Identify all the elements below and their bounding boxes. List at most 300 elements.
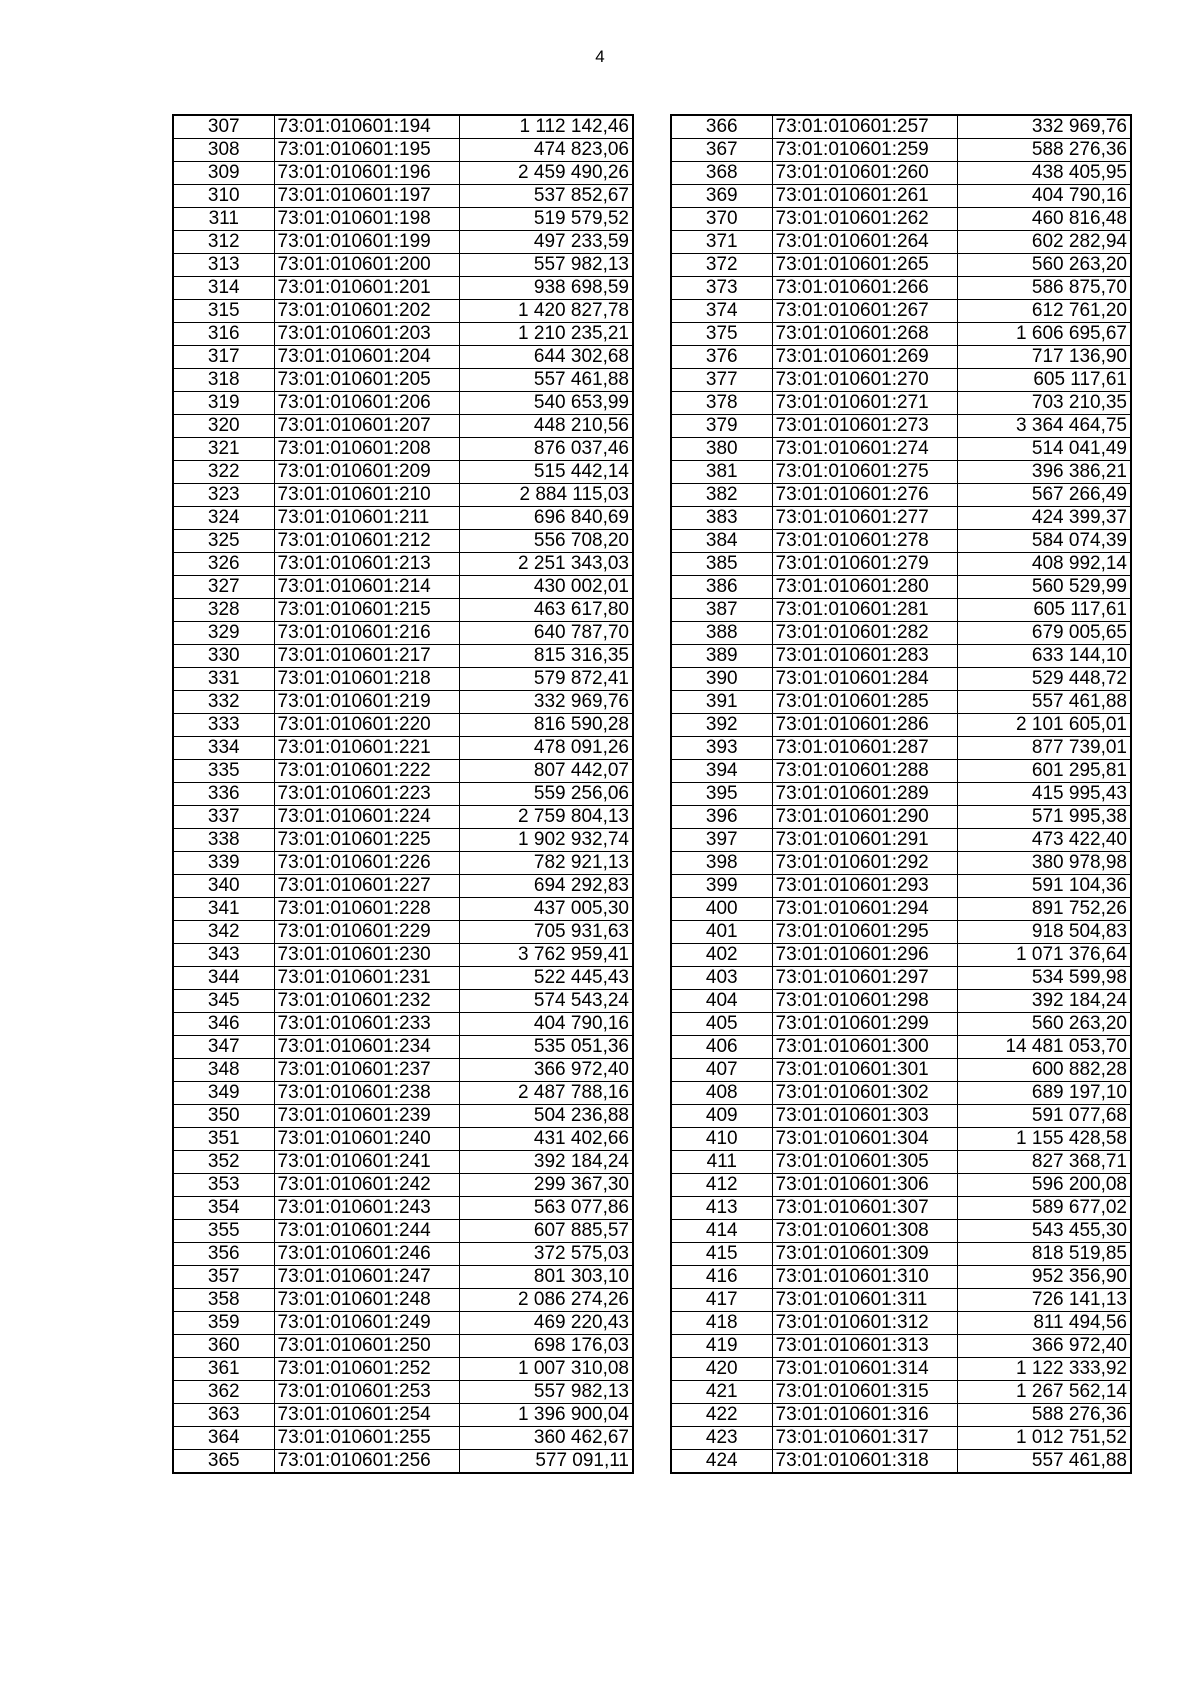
cadastral-value: 2 101 605,01 — [957, 714, 1131, 737]
cadastral-value: 705 931,63 — [459, 921, 633, 944]
cadastral-number: 73:01:010601:244 — [274, 1220, 459, 1243]
table-row — [671, 1266, 1131, 1289]
table-row — [173, 1013, 633, 1036]
table-row — [173, 944, 633, 967]
row-number: 405 — [671, 1013, 772, 1036]
row-number: 394 — [671, 760, 772, 783]
cadastral-value: 1 210 235,21 — [459, 323, 633, 346]
cadastral-value: 366 972,40 — [957, 1335, 1131, 1358]
row-number: 403 — [671, 967, 772, 990]
table-row — [671, 1358, 1131, 1381]
cadastral-number: 73:01:010601:270 — [772, 369, 957, 392]
cadastral-value: 1 155 428,58 — [957, 1128, 1131, 1151]
cadastral-value: 801 303,10 — [459, 1266, 633, 1289]
cadastral-number: 73:01:010601:279 — [772, 553, 957, 576]
cadastral-value: 557 461,88 — [957, 691, 1131, 714]
row-number: 400 — [671, 898, 772, 921]
row-number: 329 — [173, 622, 274, 645]
row-number: 349 — [173, 1082, 274, 1105]
cadastral-value: 460 816,48 — [957, 208, 1131, 231]
cadastral-number: 73:01:010601:222 — [274, 760, 459, 783]
row-number: 357 — [173, 1266, 274, 1289]
row-number: 353 — [173, 1174, 274, 1197]
row-number: 362 — [173, 1381, 274, 1404]
cadastral-value: 816 590,28 — [459, 714, 633, 737]
row-number: 396 — [671, 806, 772, 829]
table-row — [671, 369, 1131, 392]
cadastral-value: 588 276,36 — [957, 1404, 1131, 1427]
table-row — [671, 231, 1131, 254]
cadastral-number: 73:01:010601:266 — [772, 277, 957, 300]
row-number: 358 — [173, 1289, 274, 1312]
cadastral-value: 557 461,88 — [957, 1450, 1131, 1474]
row-number: 347 — [173, 1036, 274, 1059]
cadastral-value: 560 263,20 — [957, 254, 1131, 277]
cadastral-value: 463 617,80 — [459, 599, 633, 622]
cadastral-number: 73:01:010601:295 — [772, 921, 957, 944]
row-number: 314 — [173, 277, 274, 300]
row-number: 401 — [671, 921, 772, 944]
cadastral-value: 1 606 695,67 — [957, 323, 1131, 346]
cadastral-number: 73:01:010601:201 — [274, 277, 459, 300]
table-row — [173, 1312, 633, 1335]
cadastral-value: 577 091,11 — [459, 1450, 633, 1474]
table-row — [173, 1289, 633, 1312]
cadastral-number: 73:01:010601:254 — [274, 1404, 459, 1427]
cadastral-value: 1 902 932,74 — [459, 829, 633, 852]
row-number: 395 — [671, 783, 772, 806]
cadastral-value: 404 790,16 — [957, 185, 1131, 208]
cadastral-number: 73:01:010601:199 — [274, 231, 459, 254]
cadastral-value: 694 292,83 — [459, 875, 633, 898]
cadastral-number: 73:01:010601:283 — [772, 645, 957, 668]
cadastral-number: 73:01:010601:223 — [274, 783, 459, 806]
table-row — [173, 1243, 633, 1266]
row-number: 337 — [173, 806, 274, 829]
row-number: 399 — [671, 875, 772, 898]
cadastral-number: 73:01:010601:306 — [772, 1174, 957, 1197]
cadastral-value: 543 455,30 — [957, 1220, 1131, 1243]
row-number: 345 — [173, 990, 274, 1013]
cadastral-number: 73:01:010601:257 — [772, 115, 957, 139]
row-number: 417 — [671, 1289, 772, 1312]
row-number: 373 — [671, 277, 772, 300]
table-row — [671, 438, 1131, 461]
cadastral-value: 478 091,26 — [459, 737, 633, 760]
cadastral-value: 437 005,30 — [459, 898, 633, 921]
cadastral-number: 73:01:010601:277 — [772, 507, 957, 530]
table-row — [671, 185, 1131, 208]
cadastral-value: 815 316,35 — [459, 645, 633, 668]
table-row — [173, 898, 633, 921]
cadastral-value: 600 882,28 — [957, 1059, 1131, 1082]
row-number: 354 — [173, 1197, 274, 1220]
row-number: 376 — [671, 346, 772, 369]
cadastral-value: 571 995,38 — [957, 806, 1131, 829]
cadastral-value: 877 739,01 — [957, 737, 1131, 760]
cadastral-number: 73:01:010601:200 — [274, 254, 459, 277]
row-number: 380 — [671, 438, 772, 461]
table-row — [671, 162, 1131, 185]
table-row — [671, 461, 1131, 484]
cadastral-value: 938 698,59 — [459, 277, 633, 300]
table-row — [671, 760, 1131, 783]
row-number: 341 — [173, 898, 274, 921]
row-number: 326 — [173, 553, 274, 576]
row-number: 370 — [671, 208, 772, 231]
row-number: 388 — [671, 622, 772, 645]
row-number: 422 — [671, 1404, 772, 1427]
cadastral-value: 574 543,24 — [459, 990, 633, 1013]
table-row — [173, 622, 633, 645]
table-row — [671, 1059, 1131, 1082]
cadastral-number: 73:01:010601:206 — [274, 392, 459, 415]
row-number: 398 — [671, 852, 772, 875]
table-row — [671, 599, 1131, 622]
cadastral-number: 73:01:010601:301 — [772, 1059, 957, 1082]
cadastral-number: 73:01:010601:211 — [274, 507, 459, 530]
cadastral-number: 73:01:010601:264 — [772, 231, 957, 254]
table-row — [671, 1036, 1131, 1059]
cadastral-number: 73:01:010601:228 — [274, 898, 459, 921]
cadastral-number: 73:01:010601:261 — [772, 185, 957, 208]
cadastral-number: 73:01:010601:312 — [772, 1312, 957, 1335]
table-row — [173, 507, 633, 530]
table-row — [173, 852, 633, 875]
cadastral-value: 689 197,10 — [957, 1082, 1131, 1105]
table-row — [671, 645, 1131, 668]
row-number: 316 — [173, 323, 274, 346]
table-row — [671, 530, 1131, 553]
cadastral-number: 73:01:010601:296 — [772, 944, 957, 967]
row-number: 416 — [671, 1266, 772, 1289]
cadastral-value: 1 007 310,08 — [459, 1358, 633, 1381]
row-number: 311 — [173, 208, 274, 231]
cadastral-value: 474 823,06 — [459, 139, 633, 162]
cadastral-value: 612 761,20 — [957, 300, 1131, 323]
table-row — [671, 507, 1131, 530]
table-row — [671, 1105, 1131, 1128]
cadastral-value: 584 074,39 — [957, 530, 1131, 553]
cadastral-number: 73:01:010601:202 — [274, 300, 459, 323]
row-number: 331 — [173, 668, 274, 691]
cadastral-number: 73:01:010601:220 — [274, 714, 459, 737]
cadastral-value: 601 295,81 — [957, 760, 1131, 783]
cadastral-number: 73:01:010601:237 — [274, 1059, 459, 1082]
table-row — [173, 438, 633, 461]
cadastral-number: 73:01:010601:275 — [772, 461, 957, 484]
cadastral-number: 73:01:010601:287 — [772, 737, 957, 760]
cadastral-value: 515 442,14 — [459, 461, 633, 484]
row-number: 310 — [173, 185, 274, 208]
row-number: 379 — [671, 415, 772, 438]
cadastral-value: 567 266,49 — [957, 484, 1131, 507]
row-number: 328 — [173, 599, 274, 622]
row-number: 407 — [671, 1059, 772, 1082]
cadastral-number: 73:01:010601:286 — [772, 714, 957, 737]
cadastral-value: 717 136,90 — [957, 346, 1131, 369]
cadastral-number: 73:01:010601:278 — [772, 530, 957, 553]
cadastral-number: 73:01:010601:309 — [772, 1243, 957, 1266]
row-number: 375 — [671, 323, 772, 346]
table-row — [671, 300, 1131, 323]
cadastral-number: 73:01:010601:265 — [772, 254, 957, 277]
cadastral-number: 73:01:010601:288 — [772, 760, 957, 783]
cadastral-number: 73:01:010601:224 — [274, 806, 459, 829]
cadastral-number: 73:01:010601:243 — [274, 1197, 459, 1220]
row-number: 318 — [173, 369, 274, 392]
cadastral-number: 73:01:010601:297 — [772, 967, 957, 990]
row-number: 320 — [173, 415, 274, 438]
table-row — [671, 1381, 1131, 1404]
row-number: 315 — [173, 300, 274, 323]
row-number: 392 — [671, 714, 772, 737]
row-number: 360 — [173, 1335, 274, 1358]
cadastral-value: 514 041,49 — [957, 438, 1131, 461]
table-row — [671, 622, 1131, 645]
row-number: 350 — [173, 1105, 274, 1128]
row-number: 419 — [671, 1335, 772, 1358]
row-number: 338 — [173, 829, 274, 852]
cadastral-value: 392 184,24 — [957, 990, 1131, 1013]
table-row — [173, 139, 633, 162]
cadastral-number: 73:01:010601:253 — [274, 1381, 459, 1404]
cadastral-number: 73:01:010601:289 — [772, 783, 957, 806]
table-row — [173, 1220, 633, 1243]
cadastral-value: 360 462,67 — [459, 1427, 633, 1450]
cadastral-value: 827 368,71 — [957, 1151, 1131, 1174]
row-number: 307 — [173, 115, 274, 139]
cadastral-value: 633 144,10 — [957, 645, 1131, 668]
row-number: 335 — [173, 760, 274, 783]
cadastral-value: 3 762 959,41 — [459, 944, 633, 967]
table-row — [173, 484, 633, 507]
cadastral-value: 1 071 376,64 — [957, 944, 1131, 967]
table-row — [671, 1082, 1131, 1105]
table-row — [671, 1404, 1131, 1427]
cadastral-value: 372 575,03 — [459, 1243, 633, 1266]
row-number: 351 — [173, 1128, 274, 1151]
cadastral-number: 73:01:010601:231 — [274, 967, 459, 990]
cadastral-value: 891 752,26 — [957, 898, 1131, 921]
cadastral-number: 73:01:010601:215 — [274, 599, 459, 622]
table-row — [173, 415, 633, 438]
cadastral-number: 73:01:010601:195 — [274, 139, 459, 162]
table-row — [173, 392, 633, 415]
row-number: 369 — [671, 185, 772, 208]
row-number: 391 — [671, 691, 772, 714]
cadastral-number: 73:01:010601:317 — [772, 1427, 957, 1450]
table-row — [173, 323, 633, 346]
cadastral-number: 73:01:010601:314 — [772, 1358, 957, 1381]
row-number: 325 — [173, 530, 274, 553]
table-row — [671, 921, 1131, 944]
cadastral-number: 73:01:010601:207 — [274, 415, 459, 438]
row-number: 361 — [173, 1358, 274, 1381]
table-row — [173, 967, 633, 990]
row-number: 330 — [173, 645, 274, 668]
row-number: 390 — [671, 668, 772, 691]
cadastral-number: 73:01:010601:294 — [772, 898, 957, 921]
cadastral-value: 534 599,98 — [957, 967, 1131, 990]
row-number: 381 — [671, 461, 772, 484]
cadastral-value: 640 787,70 — [459, 622, 633, 645]
cadastral-number: 73:01:010601:225 — [274, 829, 459, 852]
row-number: 387 — [671, 599, 772, 622]
cadastral-value: 366 972,40 — [459, 1059, 633, 1082]
table-row — [173, 553, 633, 576]
cadastral-value: 3 364 464,75 — [957, 415, 1131, 438]
cadastral-value: 299 367,30 — [459, 1174, 633, 1197]
cadastral-value: 591 077,68 — [957, 1105, 1131, 1128]
table-row — [173, 1036, 633, 1059]
table-row — [173, 760, 633, 783]
row-number: 359 — [173, 1312, 274, 1335]
cadastral-number: 73:01:010601:256 — [274, 1450, 459, 1474]
row-number: 409 — [671, 1105, 772, 1128]
cadastral-value: 557 982,13 — [459, 1381, 633, 1404]
table-row — [671, 1013, 1131, 1036]
table-row — [671, 1312, 1131, 1335]
cadastral-value: 535 051,36 — [459, 1036, 633, 1059]
cadastral-number: 73:01:010601:229 — [274, 921, 459, 944]
row-number: 404 — [671, 990, 772, 1013]
cadastral-number: 73:01:010601:293 — [772, 875, 957, 898]
row-number: 414 — [671, 1220, 772, 1243]
table-row — [173, 829, 633, 852]
cadastral-value: 596 200,08 — [957, 1174, 1131, 1197]
table-row — [671, 1243, 1131, 1266]
cadastral-number: 73:01:010601:268 — [772, 323, 957, 346]
table-row — [173, 461, 633, 484]
table-row — [173, 1151, 633, 1174]
cadastral-value: 332 969,76 — [459, 691, 633, 714]
row-number: 402 — [671, 944, 772, 967]
table-row — [173, 599, 633, 622]
row-number: 309 — [173, 162, 274, 185]
row-number: 332 — [173, 691, 274, 714]
cadastral-value: 2 759 804,13 — [459, 806, 633, 829]
table-row — [671, 852, 1131, 875]
cadastral-value: 540 653,99 — [459, 392, 633, 415]
cadastral-value: 726 141,13 — [957, 1289, 1131, 1312]
cadastral-number: 73:01:010601:198 — [274, 208, 459, 231]
row-number: 339 — [173, 852, 274, 875]
table-row — [173, 1059, 633, 1082]
cadastral-value: 415 995,43 — [957, 783, 1131, 806]
cadastral-value: 448 210,56 — [459, 415, 633, 438]
cadastral-number: 73:01:010601:250 — [274, 1335, 459, 1358]
cadastral-number: 73:01:010601:216 — [274, 622, 459, 645]
cadastral-number: 73:01:010601:269 — [772, 346, 957, 369]
cadastral-number: 73:01:010601:205 — [274, 369, 459, 392]
cadastral-value: 589 677,02 — [957, 1197, 1131, 1220]
cadastral-number: 73:01:010601:315 — [772, 1381, 957, 1404]
row-number: 423 — [671, 1427, 772, 1450]
cadastral-number: 73:01:010601:218 — [274, 668, 459, 691]
cadastral-value: 591 104,36 — [957, 875, 1131, 898]
cadastral-value: 14 481 053,70 — [957, 1036, 1131, 1059]
cadastral-value: 579 872,41 — [459, 668, 633, 691]
table-row — [671, 139, 1131, 162]
cadastral-number: 73:01:010601:305 — [772, 1151, 957, 1174]
table-row — [173, 1082, 633, 1105]
cadastral-value: 644 302,68 — [459, 346, 633, 369]
cadastral-value: 380 978,98 — [957, 852, 1131, 875]
cadastral-number: 73:01:010601:302 — [772, 1082, 957, 1105]
cadastral-number: 73:01:010601:226 — [274, 852, 459, 875]
table-row — [671, 323, 1131, 346]
cadastral-number: 73:01:010601:196 — [274, 162, 459, 185]
table-row — [671, 576, 1131, 599]
cadastral-number: 73:01:010601:285 — [772, 691, 957, 714]
row-number: 348 — [173, 1059, 274, 1082]
row-number: 352 — [173, 1151, 274, 1174]
row-number: 340 — [173, 875, 274, 898]
cadastral-number: 73:01:010601:274 — [772, 438, 957, 461]
row-number: 344 — [173, 967, 274, 990]
table-row — [173, 1404, 633, 1427]
cadastral-value: 332 969,76 — [957, 115, 1131, 139]
cadastral-number: 73:01:010601:233 — [274, 1013, 459, 1036]
cadastral-number: 73:01:010601:281 — [772, 599, 957, 622]
cadastral-value: 537 852,67 — [459, 185, 633, 208]
cadastral-number: 73:01:010601:221 — [274, 737, 459, 760]
table-row — [671, 829, 1131, 852]
cadastral-number: 73:01:010601:209 — [274, 461, 459, 484]
table-row — [671, 714, 1131, 737]
cadastral-number: 73:01:010601:252 — [274, 1358, 459, 1381]
cadastral-value: 2 251 343,03 — [459, 553, 633, 576]
cadastral-number: 73:01:010601:249 — [274, 1312, 459, 1335]
cadastral-value: 560 263,20 — [957, 1013, 1131, 1036]
row-number: 356 — [173, 1243, 274, 1266]
row-number: 372 — [671, 254, 772, 277]
cadastral-number: 73:01:010601:311 — [772, 1289, 957, 1312]
table-row — [671, 737, 1131, 760]
cadastral-value: 469 220,43 — [459, 1312, 633, 1335]
table-row — [671, 346, 1131, 369]
table-row — [671, 1220, 1131, 1243]
row-number: 343 — [173, 944, 274, 967]
cadastral-value: 588 276,36 — [957, 139, 1131, 162]
cadastral-number: 73:01:010601:304 — [772, 1128, 957, 1151]
row-number: 382 — [671, 484, 772, 507]
cadastral-number: 73:01:010601:238 — [274, 1082, 459, 1105]
cadastral-value: 563 077,86 — [459, 1197, 633, 1220]
cadastral-number: 73:01:010601:203 — [274, 323, 459, 346]
cadastral-value: 519 579,52 — [459, 208, 633, 231]
row-number: 355 — [173, 1220, 274, 1243]
cadastral-table-right — [670, 114, 1132, 1474]
table-row — [173, 691, 633, 714]
row-number: 384 — [671, 530, 772, 553]
table-row — [173, 1335, 633, 1358]
cadastral-value: 430 002,01 — [459, 576, 633, 599]
cadastral-number: 73:01:010601:260 — [772, 162, 957, 185]
cadastral-value: 607 885,57 — [459, 1220, 633, 1243]
table-row — [173, 277, 633, 300]
row-number: 322 — [173, 461, 274, 484]
table-row — [671, 1174, 1131, 1197]
cadastral-value: 698 176,03 — [459, 1335, 633, 1358]
cadastral-number: 73:01:010601:232 — [274, 990, 459, 1013]
table-row — [173, 1197, 633, 1220]
cadastral-value: 807 442,07 — [459, 760, 633, 783]
cadastral-value: 424 399,37 — [957, 507, 1131, 530]
table-row — [173, 737, 633, 760]
row-number: 367 — [671, 139, 772, 162]
